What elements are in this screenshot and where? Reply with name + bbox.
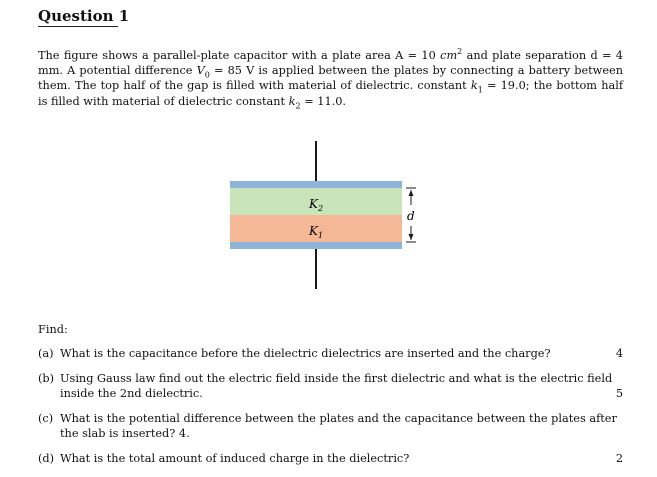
question-text: What is the potential difference between the plates and the capacitance between the plates after the slab is inserted? 4. bbox=[60, 412, 617, 440]
question-d bbox=[38, 452, 623, 467]
intro-text-1: The figure shows a parallel-plate capacitor with a plate area A = 10 bbox=[38, 49, 441, 62]
intro-text-2: and plate separation d = 4 mm. A potential difference bbox=[38, 49, 623, 78]
voltage-symbol: V bbox=[196, 64, 205, 78]
question-label: (d) bbox=[38, 452, 55, 465]
question-b bbox=[38, 372, 623, 402]
question-points: 2 bbox=[615, 452, 623, 465]
question-points: 4 bbox=[615, 347, 623, 360]
question-a bbox=[38, 347, 623, 362]
area-unit: cm bbox=[440, 49, 458, 62]
question-text: What is the capacitance before the dielectric dielectrics are inserted and the charge? bbox=[60, 347, 551, 360]
k2-subscript: 2 bbox=[295, 100, 301, 110]
k2-symbol: k bbox=[288, 94, 296, 108]
k1-symbol: k bbox=[470, 79, 478, 93]
question-text: What is the total amount of induced charge in the dielectric? bbox=[60, 452, 410, 465]
question-label: (c) bbox=[38, 412, 54, 425]
voltage-subscript: 0 bbox=[204, 70, 210, 80]
label-d: d bbox=[407, 209, 415, 223]
question-label: (b) bbox=[38, 372, 55, 385]
find-label: Find: bbox=[38, 323, 68, 336]
label-k1: $K_1$ bbox=[309, 224, 324, 240]
label-k2: $K_2$ bbox=[309, 197, 324, 213]
top-plate bbox=[230, 181, 402, 188]
k1-subscript: 1 bbox=[477, 85, 483, 95]
intro-text-4: = 19.0; the bottom half is filled with material of dielectric constant bbox=[38, 79, 623, 108]
question-c bbox=[38, 412, 623, 442]
question-text: Using Gauss law find out the electric field inside the first dielectric and what is the electric field inside the 2nd dielectric. bbox=[60, 372, 613, 400]
question-heading: Question 1 bbox=[38, 7, 130, 25]
intro-text-5: = 11.0. bbox=[300, 94, 347, 108]
area-exponent: 2 bbox=[457, 47, 463, 57]
intro-text-3: = 85 V is applied between the plates by connecting a battery between them. The top half of the gap is filled with material of dielectric. constant bbox=[38, 64, 623, 93]
question-points: 5 bbox=[615, 387, 623, 400]
bottom-plate bbox=[230, 242, 402, 249]
question-label: (a) bbox=[38, 347, 54, 360]
